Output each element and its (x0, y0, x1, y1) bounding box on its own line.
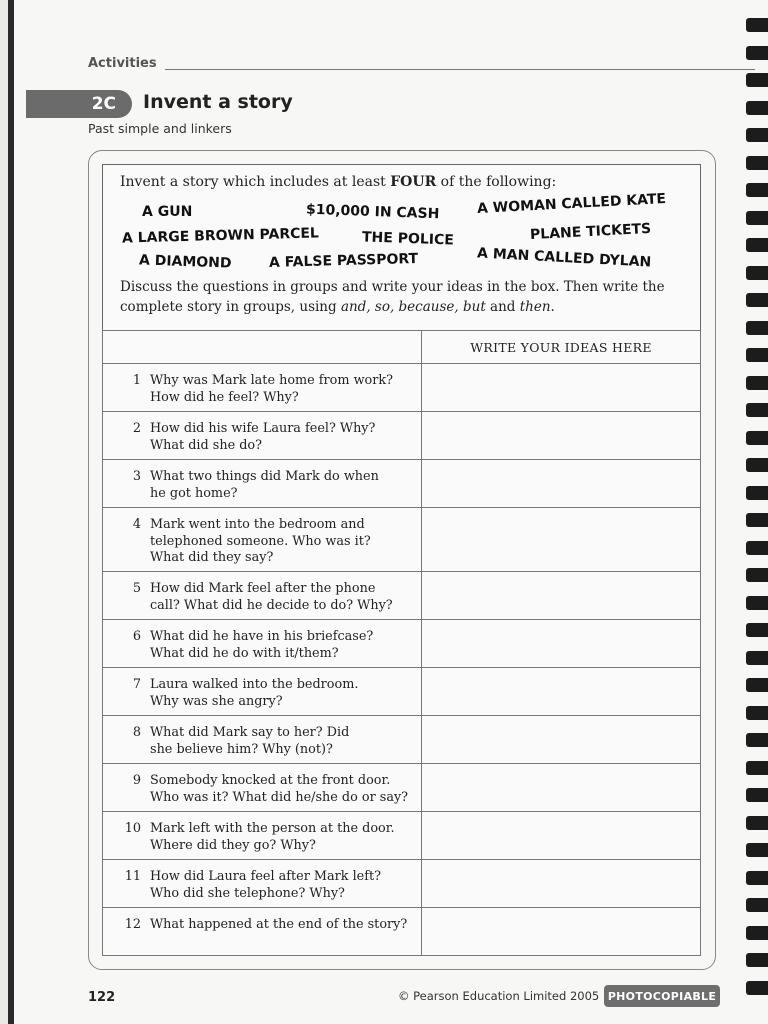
section-label: Activities (88, 56, 157, 71)
table-row (103, 812, 701, 860)
question-line: Why was Mark late home from work? (150, 373, 393, 388)
copyright: © Pearson Education Limited 2005 (398, 989, 600, 1003)
table-header-row (103, 331, 701, 364)
page-title: Invent a story (143, 91, 293, 113)
intro-emphasis: FOUR (390, 174, 437, 190)
question-line: Who did she telephone? Why? (150, 885, 345, 901)
table-row (103, 716, 701, 764)
binding-ring (746, 596, 768, 610)
binding-ring (746, 788, 768, 802)
question-number: 3 (132, 469, 141, 484)
question-text (150, 517, 413, 567)
question-line: How did his wife Laura feel? Why? (150, 421, 376, 436)
question-line: How did he feel? Why? (150, 389, 299, 405)
story-item: A LARGE BROWN PARCEL (121, 225, 320, 247)
binding-ring (746, 403, 768, 417)
question-cell (103, 620, 422, 668)
table-row (103, 620, 701, 668)
binding-ring (746, 651, 768, 665)
question-line: What did they say? (150, 550, 274, 565)
question-line: Laura walked into the bedroom. (150, 677, 359, 692)
binding-ring (746, 431, 768, 445)
spiral-binding (740, 18, 768, 1018)
table-row (103, 908, 701, 956)
page-gutter (0, 0, 8, 1024)
question-line: he got home? (150, 485, 238, 501)
question-number: 5 (132, 581, 141, 596)
questions-column-header (103, 331, 422, 364)
table-row (103, 668, 701, 716)
binding-ring (746, 486, 768, 500)
question-line: call? What did he decide to do? Why? (150, 597, 393, 613)
linker-last: then (519, 299, 551, 315)
question-text (150, 373, 413, 406)
table-row (103, 572, 701, 620)
question-cell (103, 764, 422, 812)
story-item: PLANE TICKETS (529, 220, 652, 244)
question-line: What did she do? (150, 437, 262, 453)
question-number: 6 (132, 629, 141, 644)
story-item: A FALSE PASSPORT (268, 251, 419, 271)
binding-edge (8, 0, 14, 1024)
question-cell (103, 412, 422, 460)
question-number: 1 (132, 373, 141, 388)
binding-ring (746, 321, 768, 335)
question-line: she believe him? Why (not)? (150, 741, 333, 757)
question-cell (103, 364, 422, 412)
story-item: A DIAMOND (138, 252, 232, 272)
question-text (150, 917, 413, 934)
binding-ring (746, 211, 768, 225)
ideas-answer-box[interactable] (422, 860, 701, 908)
question-text (150, 421, 413, 454)
ideas-answer-box[interactable] (422, 508, 701, 572)
ideas-answer-box[interactable] (422, 620, 701, 668)
binding-ring (746, 458, 768, 472)
question-text (150, 869, 413, 902)
binding-ring (746, 156, 768, 170)
ideas-answer-box[interactable] (422, 412, 701, 460)
binding-ring (746, 18, 768, 32)
question-text (150, 773, 413, 806)
questions-table (102, 330, 701, 956)
story-item: THE POLICE (361, 229, 455, 249)
instructions-and: and (485, 299, 520, 315)
binding-ring (746, 843, 768, 857)
binding-ring (746, 348, 768, 362)
ideas-answer-box[interactable] (422, 764, 701, 812)
question-text (150, 821, 413, 854)
question-line: Mark left with the person at the door. (150, 821, 395, 836)
question-line: How did Mark feel after the phone (150, 581, 376, 596)
unit-badge: 2C (26, 90, 132, 118)
binding-ring (746, 871, 768, 885)
binding-ring (746, 733, 768, 747)
ideas-answer-box[interactable] (422, 716, 701, 764)
question-line: Who was it? What did he/she do or say? (150, 789, 409, 805)
binding-ring (746, 706, 768, 720)
question-line: Mark went into the bedroom and (150, 517, 365, 532)
question-number: 4 (132, 517, 141, 532)
binding-ring (746, 568, 768, 582)
question-cell (103, 908, 422, 956)
question-text (150, 581, 413, 614)
question-line: Somebody knocked at the front door. (150, 773, 391, 788)
binding-ring (746, 761, 768, 775)
story-item: A GUN (142, 204, 193, 220)
binding-ring (746, 541, 768, 555)
question-cell (103, 508, 422, 572)
ideas-column-header: WRITE YOUR IDEAS HERE (422, 331, 701, 364)
table-row (103, 412, 701, 460)
table-row (103, 364, 701, 412)
binding-ring (746, 953, 768, 967)
question-number: 10 (124, 821, 141, 836)
question-line: What did Mark say to her? Did (150, 725, 350, 740)
linker-words: and, so, because, but (340, 299, 486, 315)
binding-ring (746, 73, 768, 87)
question-cell (103, 460, 422, 508)
binding-ring (746, 513, 768, 527)
question-text (150, 677, 413, 710)
page-number: 122 (88, 990, 116, 1005)
question-text (150, 725, 413, 758)
question-number: 9 (132, 773, 141, 788)
binding-ring (746, 623, 768, 637)
question-line: Why was she angry? (150, 693, 283, 709)
ideas-answer-box[interactable] (422, 572, 701, 620)
binding-ring (746, 898, 768, 912)
question-line: How did Laura feel after Mark left? (150, 869, 382, 884)
binding-ring (746, 46, 768, 60)
binding-ring (746, 101, 768, 115)
instructions-end: . (550, 299, 555, 315)
question-line: What two things did Mark do when (150, 469, 379, 484)
binding-ring (746, 183, 768, 197)
header-divider (165, 69, 755, 70)
question-cell (103, 812, 422, 860)
question-cell (103, 572, 422, 620)
page-subtitle: Past simple and linkers (88, 121, 232, 136)
question-text (150, 469, 413, 502)
binding-ring (746, 376, 768, 390)
binding-ring (746, 926, 768, 940)
table-row (103, 860, 701, 908)
ideas-answer-box[interactable] (422, 908, 701, 956)
story-item: $10,000 IN CASH (305, 201, 440, 223)
question-number: 11 (124, 869, 141, 884)
binding-ring (746, 293, 768, 307)
table-row (103, 508, 701, 572)
table-row (103, 460, 701, 508)
ideas-answer-box[interactable] (422, 364, 701, 412)
instructions (120, 277, 680, 317)
instructions-text: Discuss the questions in groups and write your ideas in the box. Then write the complete story in groups, using (120, 279, 665, 315)
ideas-answer-box[interactable] (422, 812, 701, 860)
binding-ring (746, 128, 768, 142)
intro-suffix: of the following: (436, 174, 557, 190)
question-line: What happened at the end of the story? (150, 917, 408, 932)
intro-prefix: Invent a story which includes at least (120, 174, 391, 190)
question-number: 12 (124, 917, 141, 932)
binding-ring (746, 678, 768, 692)
story-item: A WOMAN CALLED KATE (476, 191, 667, 217)
question-line: telephoned someone. Who was it? (150, 533, 371, 549)
story-item: A MAN CALLED DYLAN (476, 245, 652, 271)
question-cell (103, 668, 422, 716)
question-cell (103, 716, 422, 764)
question-number: 2 (132, 421, 141, 436)
question-cell (103, 860, 422, 908)
question-line: Where did they go? Why? (150, 837, 316, 853)
question-number: 7 (132, 677, 141, 692)
question-text (150, 629, 413, 662)
intro-text (120, 174, 556, 190)
photocopiable-badge: PHOTOCOPIABLE (604, 985, 720, 1007)
binding-ring (746, 266, 768, 280)
question-line: What did he have in his briefcase? (150, 629, 374, 644)
binding-ring (746, 816, 768, 830)
question-line: What did he do with it/them? (150, 645, 339, 661)
ideas-answer-box[interactable] (422, 668, 701, 716)
table-row (103, 764, 701, 812)
binding-ring (746, 238, 768, 252)
binding-ring (746, 981, 768, 995)
ideas-answer-box[interactable] (422, 460, 701, 508)
question-number: 8 (132, 725, 141, 740)
